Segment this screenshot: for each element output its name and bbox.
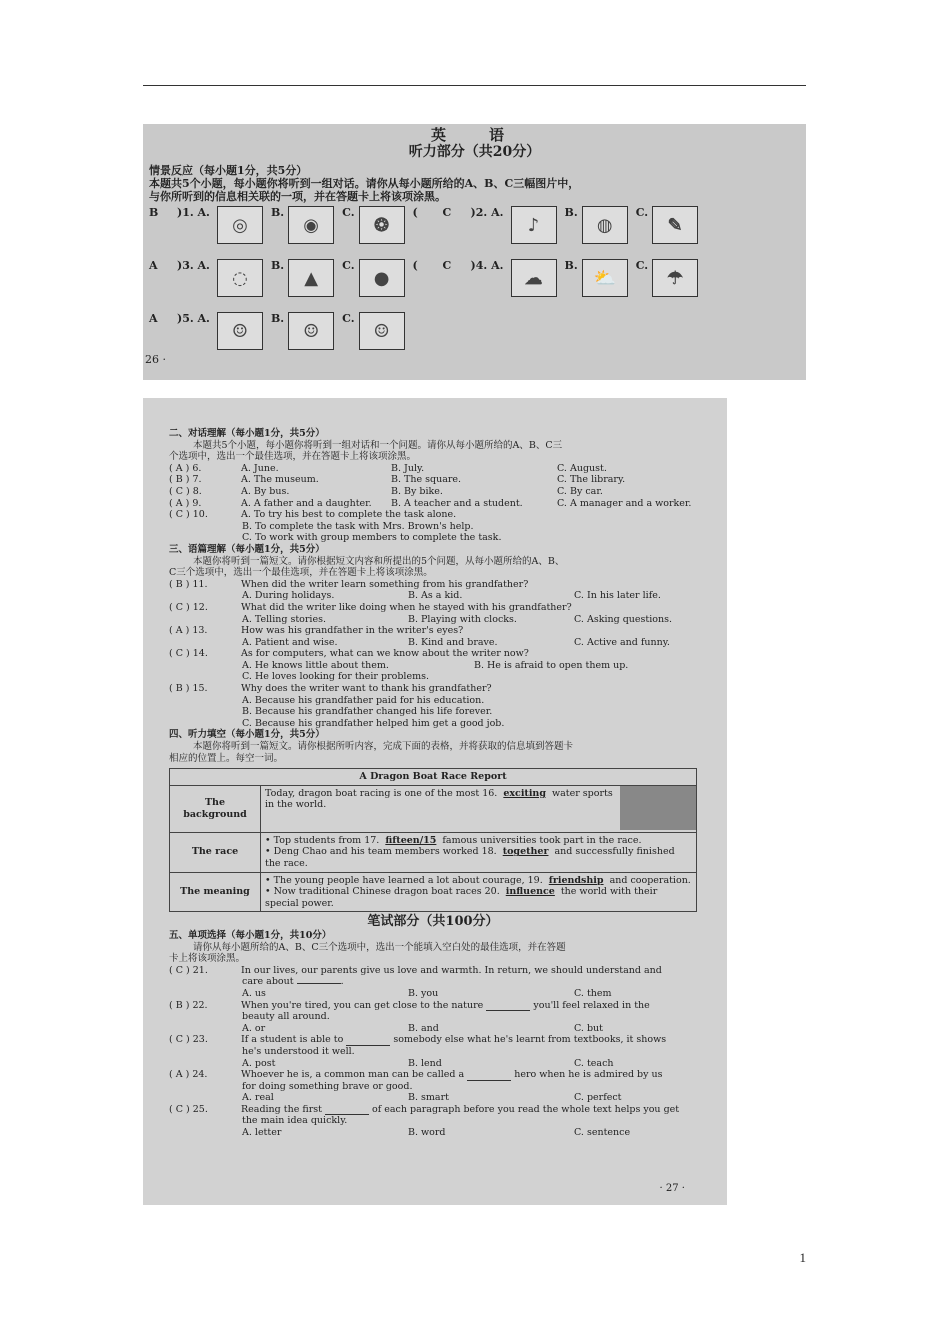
options-row: A. or B. and C. but (242, 1022, 603, 1034)
option-text: A. Because his grandfather paid for his education. (242, 694, 485, 706)
row-label: The meaning (170, 872, 261, 912)
answer-fill: influence (505, 886, 555, 898)
question-text: for doing something brave or good. (242, 1080, 413, 1092)
instruction-line: 本题共5个小题，每小题你将听到一组对话。请你从每小题所给的A、B、C三幅图片中， (149, 176, 580, 190)
option-label: B. (271, 259, 285, 273)
table-cell: • The young people have learned a lot about courage, 19. friendship and cooperation. • Now traditional Chinese dragon boat races 20. influence the world with their special power. (261, 872, 697, 912)
question-row: ( B ) 22. When you're tired, you can get close to the nature you'll feel relaxed in the (169, 999, 650, 1011)
option-label: B. (271, 312, 285, 326)
section-heading: 四、听力填空（每小题1分，共5分） (169, 729, 325, 741)
section-heading: 五、单项选择（每小题1分，共10分） (169, 929, 332, 941)
page-footer: · 27 · (659, 1183, 685, 1195)
question-row: ( C ) 23. If a student is able to somebody else what he's learnt from textbooks, it shows (169, 1034, 667, 1046)
answer-fill: together (502, 846, 549, 858)
question-row: ( C ) 25. Reading the first of each paragraph before you read the whole text helps you get (169, 1103, 680, 1115)
question-text: the main idea quickly. (242, 1115, 348, 1127)
question-row: ( A ) 6. A. June. B. July. C. August. (169, 462, 607, 474)
answer-fill: friendship (548, 874, 604, 886)
option-label: C. (635, 206, 649, 220)
instruction-line: 请你从每小题所给的A、B、C三个选项中，选出一个能填入空白处的最佳选项，并在答题 (193, 941, 566, 953)
question-row: ( A ) 9. A. A father and a daughter. B. A teacher and a student. C. A manager and a worker. (169, 497, 692, 509)
answer-fill: fifteen/15 (385, 834, 437, 846)
question-row: ( B ) 15. Why does the writer want to thank his grandfather? (169, 683, 492, 695)
page-number: 1 (799, 1250, 806, 1265)
question-text: care about . (242, 976, 344, 988)
question-row: ( C ) 21. In our lives, our parents give us love and warmth. In return, we should understand and (169, 964, 662, 976)
drum-icon: ◍ (582, 206, 628, 244)
option-label: C. (342, 259, 355, 273)
section-heading: 二、对话理解（每小题1分，共5分） (169, 428, 325, 439)
question-number: )3. A. (177, 259, 210, 273)
instruction-line: 个选项中，选出一个最佳选项，并在答题卡上将该项涂黑。 (169, 451, 417, 463)
answer-mark: C (442, 259, 452, 273)
picture-question-row: B )1. A. ◎ B. ◉ C. ❂ ( C )2. A. ♪ B. ◍ C. ✎ (149, 206, 800, 256)
instruction-line: 相应的位置上。每空一词。 (169, 752, 284, 764)
instruction-line: 本题你将听到一篇短文。请你根据所听内容，完成下面的表格，并将获取的信息填到答题卡 (193, 741, 574, 753)
cloudy-icon: ☁ (511, 259, 557, 297)
restaurant-logo-icon: ◎ (217, 206, 263, 244)
dumplings-icon: ◌ (217, 259, 263, 297)
instruction-line: C三个选项中，选出一个最佳选项，并在答题卡上将该项涂黑。 (169, 567, 433, 579)
option-text: C. Because his grandfather helped him get a good job. (242, 717, 505, 729)
answer-mark: A (149, 312, 158, 326)
option-label: B. (271, 206, 285, 220)
question-row: ( C ) 12. What did the writer like doing when he stayed with his grandfather? (169, 601, 572, 613)
section-heading: 情景反应（每小题1分，共5分） (149, 163, 308, 177)
written-part-heading: 笔试部分（共100分） (367, 914, 499, 930)
question-row: ( C ) 14. As for computers, what can we know about the writer now? (169, 648, 529, 660)
rainy-icon: ☂ (652, 259, 698, 297)
restaurant-logo-icon: ❂ (359, 206, 405, 244)
options-row: A. Telling stories. B. Playing with clocks. C. Asking questions. (242, 613, 673, 625)
question-text: beauty all around. (242, 1011, 330, 1023)
pig-character-icon: ☺ (359, 312, 405, 350)
option-label: C. (635, 259, 649, 273)
zongzi-icon: ▲ (288, 259, 334, 297)
question-number: )5. A. (177, 312, 210, 326)
question-row: ( B ) 7. A. The museum. B. The square. C. The library. (169, 474, 626, 486)
question-number: )4. A. (470, 259, 504, 273)
row-label: The background (170, 785, 261, 832)
question-row: ( A ) 13. How was his grandfather in the writer's eyes? (169, 625, 464, 637)
answer-mark: C (442, 206, 452, 220)
dragon-boat-report-table (169, 768, 697, 912)
instruction-line: 与你所听到的信息相关联的一项，并在答题卡上将该项涂黑。 (149, 190, 446, 204)
instruction-line: 本题你将听到一篇短文。请你根据短文内容和所提出的5个问题，从每小题所给的A、B、 (193, 555, 565, 567)
question-text: he's understood it well. (242, 1045, 355, 1057)
subject-title: 英 语 (430, 126, 518, 144)
photo-exam-page (143, 398, 727, 1205)
question-row: ( B ) 11. When did the writer learn something from his grandfather? (169, 578, 529, 590)
instruction-line: 卡上将该项涂黑。 (169, 953, 246, 965)
listening-subtitle: 听力部分（共20分） (408, 144, 541, 160)
pig-character-icon: ☺ (288, 312, 334, 350)
question-number: )2. A. (470, 206, 504, 220)
calligraphy-brush-icon: ✎ (652, 206, 698, 244)
sunny-cloudy-icon: ⛅ (582, 259, 628, 297)
option-text: B. Because his grandfather changed his life forever. (242, 706, 493, 718)
header-rule (143, 85, 806, 86)
options-row: A. Patient and wise. B. Kind and brave. C. Active and funny. (242, 636, 670, 648)
option-label: C. (342, 206, 355, 220)
instruction-line: 本题共5个小题，每小题你将听到一组对话和一个问题。请你从每小题所给的A、B、C三 (193, 439, 563, 451)
option-label: B. (564, 259, 578, 273)
table-cell: • Top students from 17. fifteen/15 famous universities took part in the race. • Deng Chao and his team members worked 18. together and successfully finished the race. (261, 832, 697, 872)
question-row: ( C ) 8. A. By bus. B. By bike. C. By car. (169, 485, 603, 497)
option-text: C. He loves looking for their problems. (242, 671, 429, 683)
options-row: A. us B. you C. them (242, 987, 612, 999)
question-row: ( A ) 24. Whoever he is, a common man can be called a hero when he is admired by us (169, 1069, 663, 1081)
option-text: C. To work with group members to complete the task. (242, 532, 502, 544)
pipa-instrument-icon: ♪ (511, 206, 557, 244)
answer-fill: exciting (503, 787, 546, 799)
option-label: C. (342, 312, 355, 326)
options-row: A. letter B. word C. sentence (242, 1127, 631, 1139)
options-row: A. During holidays. B. As a kid. C. In his later life. (242, 590, 661, 602)
question-number: )1. A. (177, 206, 210, 220)
question-row: ( C ) 10. A. To try his best to complete the task alone. (169, 509, 457, 521)
option-text: B. To complete the task with Mrs. Brown's help. (242, 520, 474, 532)
options-row: A. He knows little about them. B. He is afraid to open them up. (242, 659, 629, 671)
page-footer: 26 · (145, 352, 166, 366)
table-cell: Today, dragon boat racing is one of the most 16. exciting water sports in the world. (261, 785, 697, 832)
photo-listening-part (143, 124, 806, 380)
mooncake-icon: ● (359, 259, 405, 297)
picture-question-row (149, 312, 800, 362)
table-title: A Dragon Boat Race Report (170, 769, 697, 786)
section-heading: 三、语篇理解（每小题1分，共5分） (169, 543, 325, 555)
answer-mark: B (149, 206, 159, 220)
options-row: A. real B. smart C. perfect (242, 1092, 622, 1104)
dragon-boat-photo (620, 786, 696, 830)
restaurant-logo-icon: ◉ (288, 206, 334, 244)
row-label: The race (170, 832, 261, 872)
options-row: A. post B. lend C. teach (242, 1057, 614, 1069)
pig-character-icon: ☺ (217, 312, 263, 350)
option-label: B. (564, 206, 578, 220)
picture-question-row: A )3. A. ◌ B. ▲ C. ● ( C )4. A. ☁ B. ⛅ C. ☂ (149, 259, 800, 309)
answer-mark: A (149, 259, 158, 273)
